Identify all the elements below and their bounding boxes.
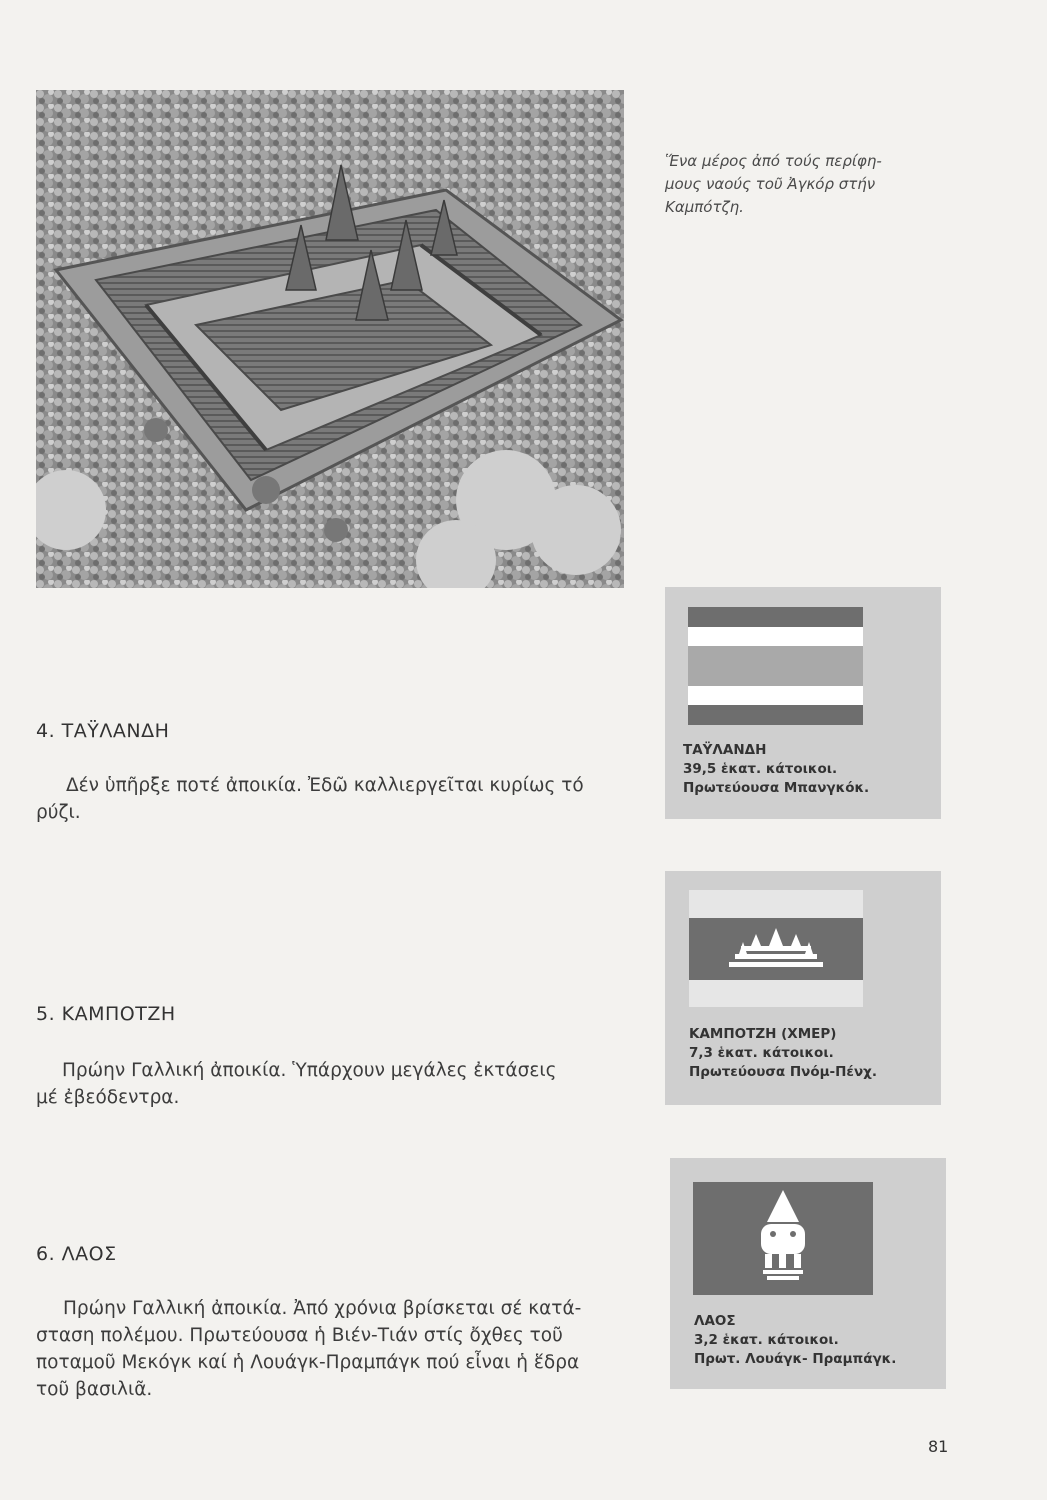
flag-population: 7,3 ἑκατ. κάτοικοι. — [689, 1045, 834, 1061]
flag-country-name: ΚΑΜΠΟΤΖΗ (ΧΜΕΡ) — [689, 1026, 837, 1042]
text-line: ρύζι. — [36, 802, 81, 823]
text-line: Πρώην Γαλλική ἀποικία. Ὑπάρχουν μεγάλες ἐκτάσεις — [62, 1060, 557, 1081]
section-text-thailand — [36, 772, 636, 826]
flag-info-cambodia — [689, 1025, 877, 1082]
photo-caption-line-3: Καμπότζη. — [665, 198, 744, 216]
section-heading-cambodia: 5. ΚΑΜΠΟΤΖΗ — [36, 1003, 176, 1025]
flag-population: 3,2 ἑκατ. κάτοικοι. — [694, 1332, 839, 1348]
angkor-photo-illustration — [36, 90, 624, 588]
text-line: ποταμοῦ Μεκόγκ καί ἡ Λουάγκ-Πραμπάγκ πού εἶναι ἡ ἕδρα — [36, 1352, 580, 1373]
section-text-laos — [36, 1295, 646, 1403]
photo-caption-line-2: μους ναούς τοῦ Ἀγκόρ στήν — [665, 175, 876, 193]
flag-info-thailand — [683, 741, 869, 798]
text-line: τοῦ βασιλιᾶ. — [36, 1379, 153, 1400]
photo-caption — [665, 150, 965, 219]
thailand-flag — [688, 607, 863, 725]
section-heading-laos: 6. ΛΑΟΣ — [36, 1243, 117, 1265]
text-line: Δέν ὑπῆρξε ποτέ ἀποικία. Ἐδῶ καλλιεργεῖται κυρίως τό — [66, 775, 584, 796]
flag-country-name: ΤΑΫΛΑΝΔΗ — [683, 742, 767, 758]
text-line: Πρώην Γαλλική ἀποικία. Ἀπό χρόνια βρίσκεται σέ κατά- — [63, 1298, 582, 1319]
section-text-cambodia — [36, 1057, 636, 1111]
flag-info-laos — [694, 1312, 896, 1369]
section-heading-thailand: 4. ΤΑΫΛΑΝΔΗ — [36, 720, 170, 742]
flag-country-name: ΛΑΟΣ — [694, 1313, 736, 1329]
flag-card-thailand — [665, 587, 941, 819]
flag-capital: Πρωτεύουσα Μπανγκόκ. — [683, 780, 870, 796]
flag-card-cambodia — [665, 871, 941, 1105]
photo-caption-line-1: Ἕνα μέρος ἀπό τούς περίφη- — [665, 152, 882, 170]
laos-flag — [693, 1182, 873, 1295]
page-number: 81 — [928, 1437, 949, 1456]
cambodia-flag — [689, 890, 863, 1007]
flag-population: 39,5 ἑκατ. κάτοικοι. — [683, 761, 838, 777]
flag-card-laos — [670, 1158, 946, 1389]
angkor-photo — [36, 90, 624, 588]
flag-capital: Πρωτ. Λουάγκ- Πραμπάγκ. — [694, 1351, 897, 1367]
flag-capital: Πρωτεύουσα Πνόμ-Πένχ. — [689, 1064, 877, 1080]
text-line: μέ ἐβεόδεντρα. — [36, 1087, 180, 1108]
text-line: σταση πολέμου. Πρωτεύουσα ἡ Βιέν-Τιάν στίς ὄχθες τοῦ — [36, 1325, 563, 1346]
